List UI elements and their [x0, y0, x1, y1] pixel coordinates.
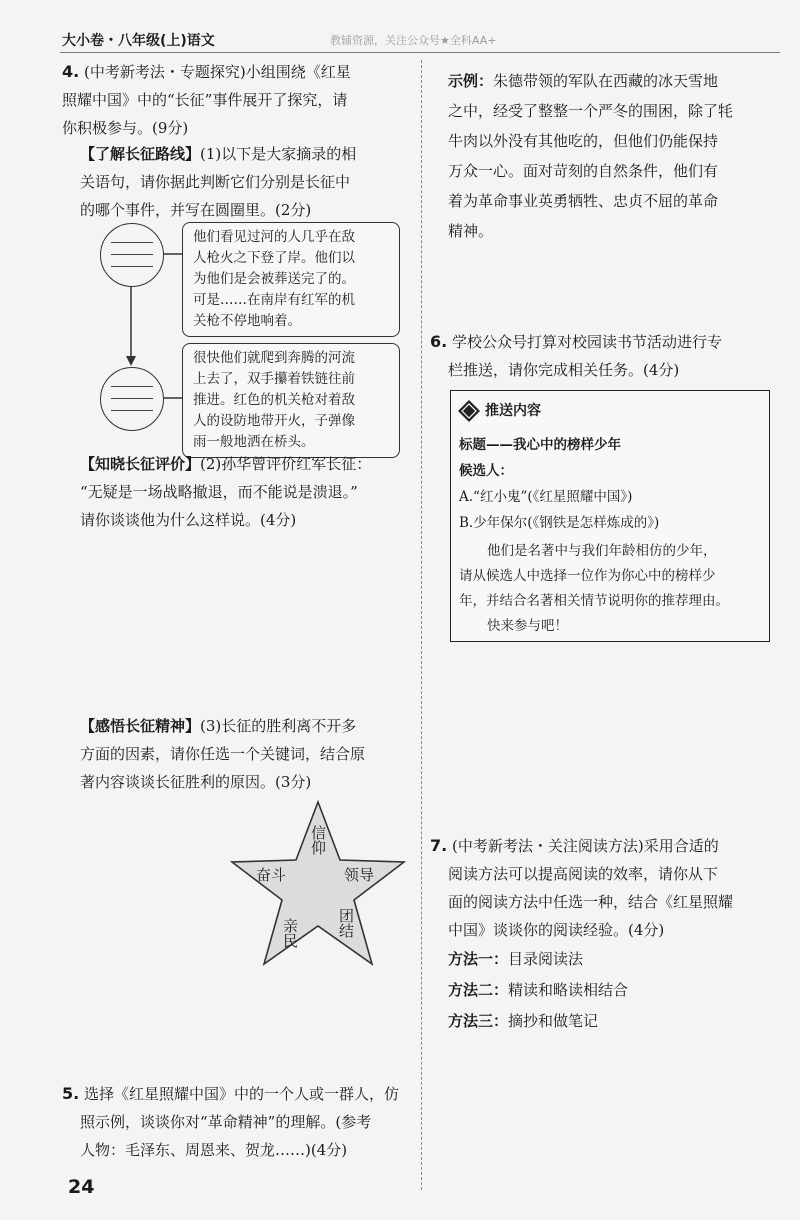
candidate-b: B.少年保尔(《钢铁是怎样炼成的》): [459, 515, 660, 531]
column-divider: [421, 60, 422, 1190]
diamond-icon: [457, 399, 485, 423]
q7-line: (中考新考法・关注阅读方法)采用合适的: [452, 837, 719, 855]
part-1-line: 的哪个事件，并写在圆圈里。(2分): [80, 201, 312, 219]
push-box-candidates-label: 候选人：: [459, 463, 513, 479]
quote-line: 人的设防地带开火，子弹像: [193, 413, 355, 429]
q5-line: 照示例，谈谈你对“革命精神”的理解。(参考: [80, 1113, 372, 1131]
quote-line: 关枪不停地响着。: [193, 313, 301, 329]
q4-line: 你积极参与。(9分): [62, 119, 189, 137]
example-line: 精神。: [448, 222, 494, 240]
part-2-tag: 【知晓长征评价】: [80, 455, 201, 473]
question-4-part-3: [80, 712, 415, 796]
push-box-body-line: 请从候选人中选择一位作为你心中的榜样少: [459, 568, 716, 584]
q6-line: 学校公众号打算对校园读书节活动进行专: [452, 333, 723, 351]
q7-line: 中国》谈谈你的阅读经验。(4分): [448, 921, 665, 939]
quote-line: 他们看见过河的人几乎在敌: [193, 229, 355, 245]
q4-line: (中考新考法・专题探究)小组围绕《红星: [84, 63, 351, 81]
answer-circle-1[interactable]: [100, 223, 164, 287]
question-6-stem: [430, 328, 780, 384]
question-7-stem: [430, 832, 780, 944]
question-5-example: [448, 66, 778, 246]
example-label: 示例：: [448, 72, 494, 90]
example-line: 朱德带领的军队在西藏的冰天雪地: [493, 72, 719, 90]
question-4-part-1: [80, 140, 410, 224]
question-4-part-2: [80, 450, 415, 534]
push-box-body-line: 年，并结合名著相关情节说明你的推荐理由。: [459, 593, 729, 609]
question-5-stem: [62, 1080, 412, 1164]
push-box-title: 标题——我心中的榜样少年: [459, 437, 621, 453]
q5-line: 选择《红星照耀中国》中的一个人或一群人，仿: [84, 1085, 400, 1103]
method-label: 方法三：: [448, 1012, 509, 1030]
header-rule: [60, 52, 780, 53]
quote-line: 为他们是会被葬送完了的。: [193, 271, 355, 287]
reading-methods: [448, 944, 778, 1037]
quote-line: 人枪火之下登了岸。他们以: [193, 250, 355, 266]
page-number: 24: [68, 1176, 95, 1198]
question-7-number: 7.: [430, 836, 448, 855]
push-box-body-line: 他们是名著中与我们年龄相仿的少年，: [487, 543, 717, 559]
example-line: 之中，经受了整整一个严冬的围困，除了牦: [448, 102, 734, 120]
method-label: 方法二：: [448, 981, 509, 999]
watermark: 教辅资源，关注公众号★全科AA+: [330, 34, 497, 47]
q7-line: 阅读方法可以提高阅读的效率，请你从下: [448, 865, 719, 883]
star-keyword-right: 领导: [344, 866, 375, 884]
q6-line: 栏推送，请你完成相关任务。(4分): [448, 361, 680, 379]
quote-box-1: [182, 222, 400, 337]
part-2-line: (2)孙华曾评价红军长征：: [200, 455, 372, 473]
question-4-stem: [62, 58, 407, 142]
q5-line: 人物：毛泽东、周恩来、贺龙……)(4分): [80, 1141, 348, 1159]
q7-line: 面的阅读方法中任选一种，结合《红星照耀: [448, 893, 734, 911]
example-line: 着为革命事业英勇牺牲、忠贞不屈的革命: [448, 192, 719, 210]
method-item: [448, 944, 778, 975]
part-3-line: 方面的因素，请你任选一个关键词，结合原: [80, 745, 366, 763]
question-6-number: 6.: [430, 332, 448, 351]
part-1-line: (1)以下是大家摘录的相: [200, 145, 357, 163]
part-2-line: 请你谈谈他为什么这样说。(4分): [80, 511, 297, 529]
part-2-line: “无疑是一场战略撤退，而不能说是溃退。”: [80, 483, 358, 501]
example-line: 万众一心。面对苛刻的自然条件，他们有: [448, 162, 719, 180]
example-line: 牛肉以外没有其他吃的，但他们仍能保持: [448, 132, 719, 150]
method-item: [448, 1006, 778, 1037]
part-3-tag: 【感悟长征精神】: [80, 717, 201, 735]
quote-line: 推进。红色的机关枪对着敌: [193, 392, 355, 408]
method-item: [448, 975, 778, 1006]
q4-line: 照耀中国》中的“长征”事件展开了探究，请: [62, 91, 348, 109]
method-label: 方法一：: [448, 950, 509, 968]
method-text: 摘抄和做笔记: [508, 1012, 599, 1030]
part-3-line: 著内容谈谈长征胜利的原因。(3分): [80, 773, 312, 791]
quote-line: 可是……在南岸有红军的机: [193, 292, 355, 308]
part-1-line: 关语句，请你据此判断它们分别是长征中: [80, 173, 351, 191]
quote-line: 很快他们就爬到奔腾的河流: [193, 350, 355, 366]
push-content-box: [450, 390, 770, 642]
star-keyword-left: 奋斗: [256, 866, 287, 884]
star-keyword-bottom-left: 亲民: [281, 918, 299, 948]
keyword-star: [226, 800, 411, 970]
part-1-tag: 【了解长征路线】: [80, 145, 201, 163]
quote-box-2: [182, 343, 400, 458]
method-text: 目录阅读法: [508, 950, 584, 968]
method-text: 精读和略读相结合: [508, 981, 629, 999]
question-5-number: 5.: [62, 1084, 80, 1103]
question-4-number: 4.: [62, 62, 80, 81]
candidate-a: A.“红小鬼”(《红星照耀中国》): [459, 489, 633, 505]
book-title: 大小卷・八年级(上)语文: [62, 33, 215, 49]
quote-line: 上去了，双手攥着铁链往前: [193, 371, 355, 387]
part-3-line: (3)长征的胜利离不开多: [200, 717, 357, 735]
push-box-heading: 推送内容: [485, 403, 541, 419]
star-keyword-top: 信仰: [309, 825, 327, 855]
star-keyword-bottom-right: 团结: [337, 908, 355, 938]
push-box-body-line: 快来参与吧！: [487, 618, 568, 634]
answer-circle-2[interactable]: [100, 367, 164, 431]
quote-line: 雨一般地洒在桥头。: [193, 434, 315, 450]
